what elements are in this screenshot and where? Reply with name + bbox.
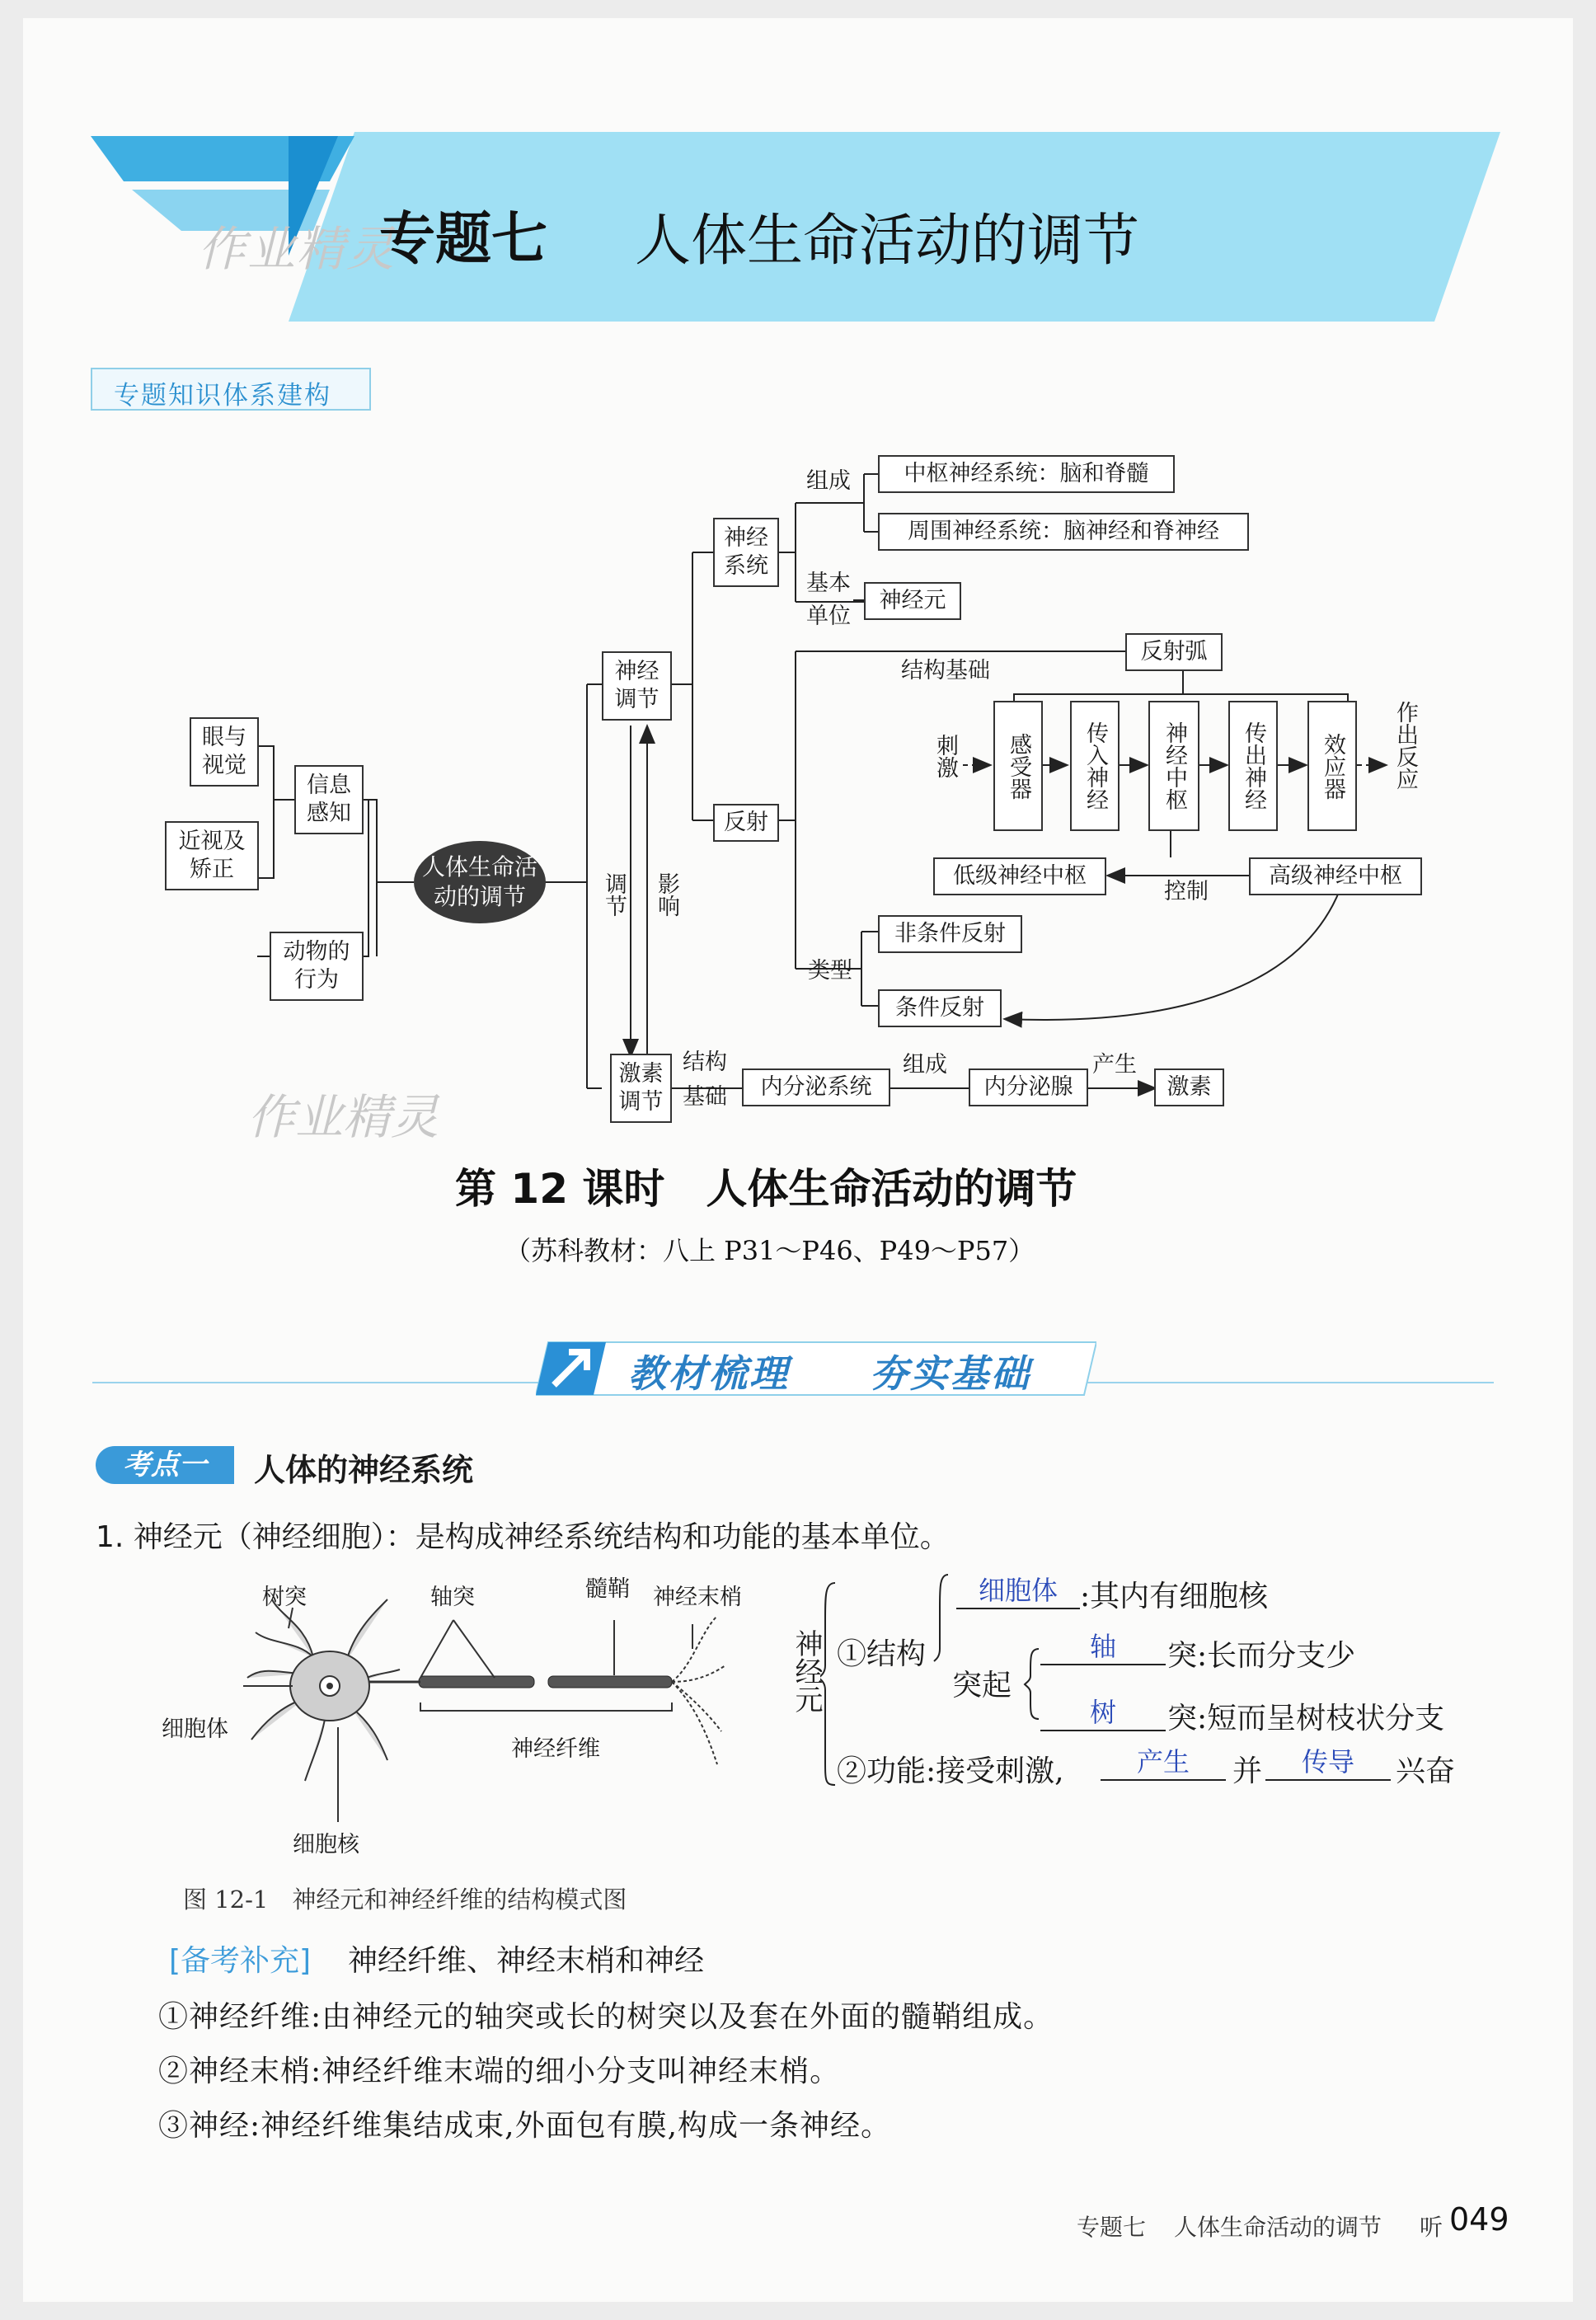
supplement-title: 神经纤维、神经末梢和神经 xyxy=(348,1944,705,1978)
watermark-2: 作业精灵 xyxy=(247,1089,439,1145)
fig-caption: 图 12-1 神经元和神经纤维的结构模式图 xyxy=(183,1886,627,1914)
struct-cell-body-desc: :其内有细胞核 xyxy=(1080,1580,1269,1613)
lesson-title: 第 12 课时 人体生命活动的调节 xyxy=(455,1165,1077,1213)
label-response: 作出反应 xyxy=(1392,701,1418,790)
arc-center: 神经中枢 xyxy=(1148,701,1199,831)
label-basic-unit: 基本单位 xyxy=(806,571,851,629)
node-low-center: 低级神经中枢 xyxy=(933,857,1106,895)
node-neural: 神经调节 xyxy=(602,651,672,721)
supplement-line3: ③神经:神经纤维集结成束,外面包有膜,构成一条神经。 xyxy=(158,2109,892,2143)
footer-topic: 专题七 xyxy=(1077,2214,1147,2241)
label-influence: 影响 xyxy=(654,872,679,917)
lesson-subtitle: （苏科教材：八上 P31～P46、P49～P57） xyxy=(505,1235,1035,1266)
struct-root: 神经元 xyxy=(790,1629,823,1713)
neuron-figure xyxy=(181,1583,742,1839)
struct-dendrite-desc: 突:短而呈树枝状分支 xyxy=(1167,1702,1445,1735)
node-nervous-system: 神经系统 xyxy=(713,518,779,587)
item1: 1. 神经元（神经细胞）：是构成神经系统结构和功能的基本单位。 xyxy=(96,1520,950,1554)
arc-receptor: 感受器 xyxy=(993,701,1043,831)
answer-produce: 产生 xyxy=(1101,1741,1226,1781)
section-tag: 专题知识体系建构 xyxy=(114,381,331,411)
supplement-tag: [备考补充] xyxy=(169,1944,312,1978)
banner-right: 夯实基础 xyxy=(870,1351,1031,1396)
arc-efferent: 传出神经 xyxy=(1228,701,1278,831)
fig-axon: 轴突 xyxy=(430,1585,475,1610)
struct-and: 并 xyxy=(1232,1754,1263,1788)
node-cns: 中枢神经系统：脑和脊髓 xyxy=(878,455,1175,493)
fig-dendrite: 树突 xyxy=(262,1585,307,1610)
label-produce: 产生 xyxy=(1092,1052,1137,1078)
node-reflex: 反射 xyxy=(713,804,779,842)
struct-process: 突起 xyxy=(952,1669,1012,1702)
arc-effector: 效应器 xyxy=(1307,701,1357,831)
supplement-line2: ②神经末梢:神经纤维末端的细小分支叫神经末梢。 xyxy=(158,2055,841,2088)
topic-title: 人体生命活动的调节 xyxy=(635,209,1140,274)
node-endocrine-gland: 内分泌腺 xyxy=(969,1068,1088,1106)
node-endocrine-system: 内分泌系统 xyxy=(742,1068,890,1106)
answer-cell-body: 细胞体 xyxy=(956,1570,1080,1609)
label-compose2: 组成 xyxy=(903,1052,947,1078)
struct-function: ②功能:接受刺激, xyxy=(837,1754,1064,1788)
label-stimulus: 刺激 xyxy=(932,734,958,778)
answer-dendrite: 树 xyxy=(1040,1692,1166,1731)
point-title: 人体的神经系统 xyxy=(254,1452,474,1488)
label-structure-basis2: 结构基础 xyxy=(683,1050,727,1110)
node-hormonal: 激素调节 xyxy=(610,1054,672,1123)
page-number: 049 xyxy=(1449,2201,1509,2238)
node-neuron: 神经元 xyxy=(864,582,961,620)
node-high-center: 高级神经中枢 xyxy=(1249,857,1422,895)
label-control: 控制 xyxy=(1164,879,1209,904)
answer-conduct: 传导 xyxy=(1265,1741,1391,1781)
node-myopia: 近视及矫正 xyxy=(165,821,259,890)
fig-ending: 神经末梢 xyxy=(653,1585,742,1610)
label-types: 类型 xyxy=(808,958,852,984)
arc-afferent: 传入神经 xyxy=(1070,701,1120,831)
struct-excite: 兴奋 xyxy=(1396,1754,1456,1788)
label-structural-basis: 结构基础 xyxy=(901,658,990,683)
node-conditioned: 条件反射 xyxy=(878,989,1002,1027)
struct-structure: ①结构 xyxy=(837,1637,927,1671)
node-eye: 眼与视觉 xyxy=(190,717,259,787)
label-regulate: 调节 xyxy=(601,872,627,917)
node-info: 信息感知 xyxy=(294,765,364,834)
node-pns: 周围神经系统：脑神经和脊神经 xyxy=(878,513,1249,551)
footer-title: 人体生命活动的调节 xyxy=(1174,2214,1382,2241)
fig-nucleus: 细胞核 xyxy=(293,1832,359,1857)
fig-cell-body: 细胞体 xyxy=(162,1717,228,1742)
watermark: 作业精灵 xyxy=(198,221,397,277)
banner-left: 教材梳理 xyxy=(628,1351,790,1396)
topic-label: 专题七 xyxy=(379,207,548,272)
node-hormone: 激素 xyxy=(1154,1068,1224,1106)
node-reflex-arc: 反射弧 xyxy=(1125,633,1223,671)
label-composition: 组成 xyxy=(806,468,851,494)
answer-axon: 轴 xyxy=(1040,1626,1166,1665)
node-animal: 动物的行为 xyxy=(270,932,364,1001)
fig-fiber: 神经纤维 xyxy=(511,1736,600,1762)
point-tag: 考点一 xyxy=(96,1446,234,1484)
footer-listen: 听 xyxy=(1420,2214,1443,2241)
node-unconditioned: 非条件反射 xyxy=(878,915,1022,953)
supplement-line1: ①神经纤维:由神经元的轴突或长的树突以及套在外面的髓鞘组成。 xyxy=(158,2000,1054,2034)
node-center: 人体生命活动的调节 xyxy=(414,841,546,923)
struct-axon-desc: 突:长而分支少 xyxy=(1167,1639,1356,1673)
fig-myelin: 髓鞘 xyxy=(585,1576,630,1602)
